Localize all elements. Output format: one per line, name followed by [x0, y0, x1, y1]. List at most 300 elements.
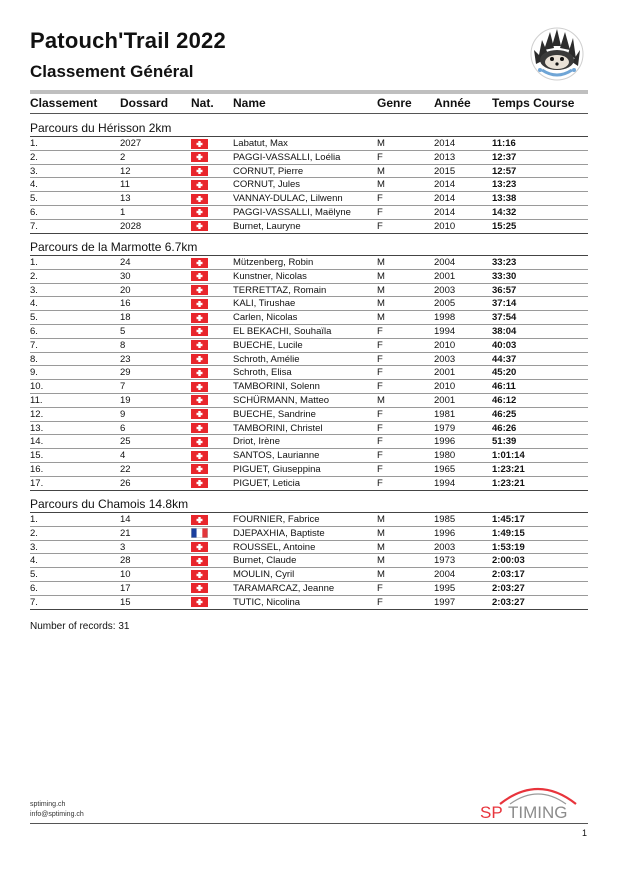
nat-cell	[191, 451, 208, 461]
year-cell: 2010	[434, 220, 456, 232]
column-header-divider	[30, 113, 588, 114]
swiss-flag-icon	[191, 556, 208, 566]
name-cell: FOURNIER, Fabrice	[233, 514, 320, 525]
bib-cell: 19	[120, 394, 131, 406]
bib-cell: 21	[120, 527, 131, 539]
name-cell: EL BEKACHI, Souhaïla	[233, 325, 332, 337]
section-title: Parcours de la Marmotte 6.7km	[30, 240, 198, 254]
sex-cell: F	[377, 325, 383, 337]
swiss-flag-icon	[191, 166, 208, 176]
table-row	[30, 513, 588, 527]
year-cell: 1996	[434, 527, 456, 539]
swiss-flag-icon	[191, 299, 208, 309]
nat-cell	[191, 478, 208, 488]
col-header-sex: Genre	[377, 96, 412, 110]
time-cell: 1:01:14	[492, 450, 525, 462]
time-cell: 38:04	[492, 325, 517, 337]
bib-cell: 8	[120, 339, 126, 351]
nat-cell	[191, 139, 208, 149]
rank-cell: 8.	[30, 353, 38, 365]
nat-cell	[191, 313, 208, 323]
bib-cell: 5	[120, 325, 126, 337]
footer-contact	[30, 800, 84, 820]
year-cell: 2003	[434, 353, 456, 365]
table-row	[30, 596, 588, 610]
time-cell: 13:23	[492, 179, 517, 191]
year-cell: 1979	[434, 422, 456, 434]
bib-cell: 2027	[120, 138, 142, 149]
sex-cell: F	[377, 477, 383, 489]
swiss-flag-icon	[191, 570, 208, 580]
time-cell: 13:38	[492, 193, 517, 205]
rank-cell: 9.	[30, 367, 38, 379]
swiss-flag-icon	[191, 180, 208, 190]
swiss-flag-icon	[191, 152, 208, 162]
nat-cell	[191, 382, 208, 392]
time-cell: 2:03:17	[492, 569, 525, 581]
sex-cell: F	[377, 381, 383, 393]
rank-cell: 13.	[30, 422, 44, 434]
nat-cell	[191, 528, 208, 538]
nat-cell	[191, 542, 208, 552]
time-cell: 37:14	[492, 298, 517, 310]
year-cell: 2001	[434, 367, 456, 379]
rank-cell: 6.	[30, 582, 38, 594]
sex-cell: F	[377, 367, 383, 379]
rank-cell: 2.	[30, 270, 38, 282]
time-cell: 46:25	[492, 408, 517, 420]
year-cell: 1985	[434, 514, 456, 525]
name-cell: PIGUET, Leticia	[233, 477, 301, 489]
rank-cell: 7.	[30, 220, 38, 232]
swiss-flag-icon	[191, 194, 208, 204]
table-row	[30, 541, 588, 555]
name-cell: Kunstner, Nicolas	[233, 270, 307, 282]
nat-cell	[191, 409, 208, 419]
name-cell: SANTOS, Laurianne	[233, 450, 320, 462]
table-row	[30, 220, 588, 234]
rank-cell: 4.	[30, 298, 38, 310]
rank-cell: 17.	[30, 477, 44, 489]
nat-cell	[191, 556, 208, 566]
sex-cell: M	[377, 298, 385, 310]
page-title: Patouch'Trail 2022	[30, 28, 226, 53]
name-cell: BUECHE, Lucile	[233, 339, 303, 351]
rank-cell: 15.	[30, 450, 44, 462]
bib-cell: 10	[120, 569, 131, 581]
table-row	[30, 325, 588, 339]
swiss-flag-icon	[191, 207, 208, 217]
bib-cell: 14	[120, 514, 131, 525]
time-cell: 2:00:03	[492, 555, 525, 567]
bib-cell: 12	[120, 165, 131, 177]
table-row	[30, 463, 588, 477]
table-row	[30, 449, 588, 463]
sex-cell: M	[377, 514, 385, 525]
sex-cell: F	[377, 422, 383, 434]
rank-cell: 7.	[30, 596, 38, 608]
nat-cell	[191, 464, 208, 474]
year-cell: 1965	[434, 463, 456, 475]
year-cell: 1994	[434, 477, 456, 489]
name-cell: Burnet, Lauryne	[233, 220, 301, 232]
name-cell: SCHÜRMANN, Matteo	[233, 394, 330, 406]
time-cell: 1:45:17	[492, 514, 525, 525]
sex-cell: M	[377, 541, 385, 553]
table-row	[30, 568, 588, 582]
sex-cell: F	[377, 206, 383, 218]
bib-cell: 29	[120, 367, 131, 379]
table-row	[30, 137, 588, 151]
bib-cell: 2	[120, 151, 126, 163]
swiss-flag-icon	[191, 221, 208, 231]
time-cell: 46:11	[492, 381, 516, 393]
nat-cell	[191, 340, 208, 350]
rank-cell: 6.	[30, 206, 38, 218]
nat-cell	[191, 299, 208, 309]
time-cell: 40:03	[492, 339, 517, 351]
bib-cell: 22	[120, 463, 131, 475]
table-row	[30, 151, 588, 165]
sex-cell: M	[377, 138, 385, 149]
year-cell: 1998	[434, 312, 456, 324]
swiss-flag-icon	[191, 451, 208, 461]
rank-cell: 3.	[30, 165, 38, 177]
results-table	[30, 513, 588, 610]
name-cell: Carlen, Nicolas	[233, 312, 298, 324]
rank-cell: 7.	[30, 339, 38, 351]
table-row	[30, 582, 588, 596]
rank-cell: 4.	[30, 179, 38, 191]
bib-cell: 9	[120, 408, 126, 420]
swiss-flag-icon	[191, 285, 208, 295]
swiss-flag-icon	[191, 478, 208, 488]
nat-cell	[191, 597, 208, 607]
year-cell: 1994	[434, 325, 456, 337]
name-cell: Schroth, Elisa	[233, 367, 292, 379]
col-header-year: Année	[434, 96, 471, 110]
rank-cell: 2.	[30, 527, 38, 539]
hedgehog-logo-icon	[528, 24, 586, 82]
nat-cell	[191, 180, 208, 190]
time-cell: 1:23:21	[492, 463, 525, 475]
name-cell: ROUSSEL, Antoine	[233, 541, 316, 553]
name-cell: PAGGI-VASSALLI, Loélia	[233, 151, 341, 163]
col-header-rank: Classement	[30, 96, 98, 110]
bib-cell: 30	[120, 270, 131, 282]
results-section-marmotte	[30, 239, 588, 491]
sex-cell: M	[377, 284, 385, 296]
bib-cell: 20	[120, 284, 131, 296]
bib-cell: 4	[120, 450, 126, 462]
nat-cell	[191, 271, 208, 281]
record-count: Number of records: 31	[30, 621, 130, 632]
bib-cell: 3	[120, 541, 126, 553]
year-cell: 2014	[434, 138, 456, 149]
swiss-flag-icon	[191, 258, 208, 268]
time-cell: 36:57	[492, 284, 517, 296]
col-header-nat: Nat.	[191, 96, 214, 110]
year-cell: 1973	[434, 555, 456, 567]
page-number: 1	[582, 828, 588, 838]
time-cell: 45:20	[492, 367, 517, 379]
rank-cell: 2.	[30, 151, 38, 163]
results-section-chamois	[30, 496, 588, 610]
rank-cell: 5.	[30, 569, 38, 581]
nat-cell	[191, 166, 208, 176]
table-row	[30, 297, 588, 311]
section-title: Parcours du Hérisson 2km	[30, 121, 172, 135]
year-cell: 2005	[434, 298, 456, 310]
table-row	[30, 284, 588, 298]
name-cell: TUTIC, Nicolina	[233, 596, 301, 608]
sptiming-logo	[478, 780, 590, 822]
table-row	[30, 206, 588, 220]
time-cell: 11:16	[492, 138, 516, 149]
sex-cell: M	[377, 569, 385, 581]
nat-cell	[191, 354, 208, 364]
footer-email-link[interactable]: info@sptiming.ch	[30, 811, 84, 818]
swiss-flag-icon	[191, 382, 208, 392]
table-row	[30, 165, 588, 179]
col-header-bib: Dossard	[120, 96, 169, 110]
table-row	[30, 408, 588, 422]
nat-cell	[191, 423, 208, 433]
nat-cell	[191, 570, 208, 580]
sex-cell: M	[377, 312, 385, 324]
col-header-name: Name	[233, 96, 266, 110]
year-cell: 2014	[434, 206, 456, 218]
time-cell: 33:30	[492, 270, 517, 282]
results-section-herisson	[30, 120, 588, 234]
bib-cell: 23	[120, 353, 131, 365]
rank-cell: 3.	[30, 541, 38, 553]
year-cell: 1995	[434, 582, 456, 594]
name-cell: BUECHE, Sandrine	[233, 408, 316, 420]
swiss-flag-icon	[191, 395, 208, 405]
time-cell: 14:32	[492, 206, 517, 218]
sex-cell: M	[377, 394, 385, 406]
bib-cell: 1	[120, 206, 126, 218]
table-row	[30, 178, 588, 192]
results-table	[30, 256, 588, 491]
rank-cell: 11.	[30, 394, 43, 406]
bib-cell: 15	[120, 596, 131, 608]
name-cell: Schroth, Amélie	[233, 353, 300, 365]
time-cell: 37:54	[492, 312, 517, 324]
header-divider	[30, 90, 588, 94]
bib-cell: 2028	[120, 220, 142, 232]
year-cell: 2001	[434, 394, 456, 406]
name-cell: TAMBORINI, Christel	[233, 422, 323, 434]
time-cell: 15:25	[492, 220, 517, 232]
bib-cell: 16	[120, 298, 131, 310]
swiss-flag-icon	[191, 271, 208, 281]
name-cell: PAGGI-VASSALLI, Maëlyne	[233, 206, 351, 218]
col-header-time: Temps Course	[492, 96, 575, 110]
name-cell: CORNUT, Pierre	[233, 165, 304, 177]
year-cell: 2003	[434, 284, 456, 296]
name-cell: TARAMARCAZ, Jeanne	[233, 582, 335, 594]
sex-cell: F	[377, 436, 383, 448]
sex-cell: M	[377, 179, 385, 191]
table-row	[30, 339, 588, 353]
rank-cell: 1.	[30, 514, 38, 525]
rank-cell: 1.	[30, 138, 38, 149]
time-cell: 2:03:27	[492, 596, 525, 608]
time-cell: 12:57	[492, 165, 517, 177]
sex-cell: F	[377, 582, 383, 594]
rank-cell: 6.	[30, 325, 38, 337]
time-cell: 1:23:21	[492, 477, 525, 489]
sex-cell: F	[377, 193, 383, 205]
time-cell: 12:37	[492, 151, 517, 163]
year-cell: 2014	[434, 193, 456, 205]
time-cell: 46:26	[492, 422, 517, 434]
footer-divider	[30, 823, 588, 824]
name-cell: PIGUET, Giuseppina	[233, 463, 321, 475]
nat-cell	[191, 258, 208, 268]
name-cell: TERRETTAZ, Romain	[233, 284, 327, 296]
nat-cell	[191, 194, 208, 204]
year-cell: 2003	[434, 541, 456, 553]
table-row	[30, 353, 588, 367]
sex-cell: M	[377, 555, 385, 567]
time-cell: 51:39	[492, 436, 517, 448]
year-cell: 1981	[434, 408, 456, 420]
rank-cell: 16.	[30, 463, 44, 475]
year-cell: 2015	[434, 165, 456, 177]
brand-sp-text: SP	[480, 803, 503, 822]
nat-cell	[191, 437, 208, 447]
rank-cell: 10.	[30, 381, 44, 393]
sex-cell: M	[377, 165, 385, 177]
table-row	[30, 380, 588, 394]
table-row	[30, 311, 588, 325]
name-cell: Driot, Irène	[233, 436, 280, 448]
nat-cell	[191, 221, 208, 231]
nat-cell	[191, 583, 208, 593]
sex-cell: F	[377, 596, 383, 608]
sex-cell: F	[377, 408, 383, 420]
sex-cell: M	[377, 527, 385, 539]
name-cell: TAMBORINI, Solenn	[233, 381, 320, 393]
sex-cell: F	[377, 339, 383, 351]
table-row	[30, 366, 588, 380]
name-cell: DJEPAXHIA, Baptiste	[233, 527, 325, 539]
table-row	[30, 527, 588, 541]
sex-cell: F	[377, 450, 383, 462]
swiss-flag-icon	[191, 368, 208, 378]
year-cell: 2013	[434, 151, 456, 163]
bib-cell: 18	[120, 312, 131, 324]
page-subtitle: Classement Général	[30, 62, 194, 81]
rank-cell: 12.	[30, 408, 44, 420]
rank-cell: 1.	[30, 257, 38, 268]
sex-cell: M	[377, 257, 385, 268]
swiss-flag-icon	[191, 423, 208, 433]
rank-cell: 14.	[30, 436, 44, 448]
name-cell: Labatut, Max	[233, 138, 288, 149]
section-title: Parcours du Chamois 14.8km	[30, 497, 189, 511]
bib-cell: 7	[120, 381, 126, 393]
table-row	[30, 477, 588, 491]
rank-cell: 5.	[30, 193, 38, 205]
column-header-row	[30, 96, 588, 114]
sex-cell: F	[377, 220, 383, 232]
results-table	[30, 137, 588, 234]
table-row	[30, 422, 588, 436]
brand-timing-text: TIMING	[508, 803, 568, 822]
swiss-flag-icon	[191, 354, 208, 364]
time-cell: 1:49:15	[492, 527, 525, 539]
sex-cell: F	[377, 353, 383, 365]
year-cell: 1996	[434, 436, 456, 448]
table-row	[30, 435, 588, 449]
table-row	[30, 554, 588, 568]
swiss-flag-icon	[191, 437, 208, 447]
nat-cell	[191, 368, 208, 378]
nat-cell	[191, 515, 208, 525]
time-cell: 44:37	[492, 353, 517, 365]
french-flag-icon	[191, 528, 208, 538]
swiss-flag-icon	[191, 597, 208, 607]
year-cell: 2001	[434, 270, 456, 282]
sex-cell: F	[377, 151, 383, 163]
year-cell: 2004	[434, 257, 456, 268]
time-cell: 33:23	[492, 257, 517, 268]
swiss-flag-icon	[191, 464, 208, 474]
bib-cell: 25	[120, 436, 131, 448]
nat-cell	[191, 207, 208, 217]
swiss-flag-icon	[191, 326, 208, 336]
time-cell: 46:12	[492, 394, 517, 406]
year-cell: 2010	[434, 381, 456, 393]
swiss-flag-icon	[191, 515, 208, 525]
bib-cell: 6	[120, 422, 126, 434]
bib-cell: 26	[120, 477, 131, 489]
name-cell: CORNUT, Jules	[233, 179, 301, 191]
rank-cell: 5.	[30, 312, 38, 324]
swiss-flag-icon	[191, 409, 208, 419]
time-cell: 2:03:27	[492, 582, 525, 594]
nat-cell	[191, 285, 208, 295]
nat-cell	[191, 152, 208, 162]
name-cell: MOULIN, Cyril	[233, 569, 295, 581]
year-cell: 2010	[434, 339, 456, 351]
rank-cell: 3.	[30, 284, 38, 296]
nat-cell	[191, 395, 208, 405]
swiss-flag-icon	[191, 139, 208, 149]
year-cell: 1980	[434, 450, 456, 462]
name-cell: Mützenberg, Robin	[233, 257, 314, 268]
swiss-flag-icon	[191, 340, 208, 350]
year-cell: 1997	[434, 596, 456, 608]
bib-cell: 17	[120, 582, 131, 594]
bib-cell: 11	[120, 179, 130, 191]
swiss-flag-icon	[191, 313, 208, 323]
bib-cell: 28	[120, 555, 131, 567]
bib-cell: 24	[120, 257, 131, 268]
table-row	[30, 394, 588, 408]
swiss-flag-icon	[191, 583, 208, 593]
swiss-flag-icon	[191, 542, 208, 552]
time-cell: 1:53:19	[492, 541, 525, 553]
name-cell: Burnet, Claude	[233, 555, 297, 567]
sex-cell: F	[377, 463, 383, 475]
footer-website-link[interactable]: sptiming.ch	[30, 801, 66, 808]
table-row	[30, 256, 588, 270]
